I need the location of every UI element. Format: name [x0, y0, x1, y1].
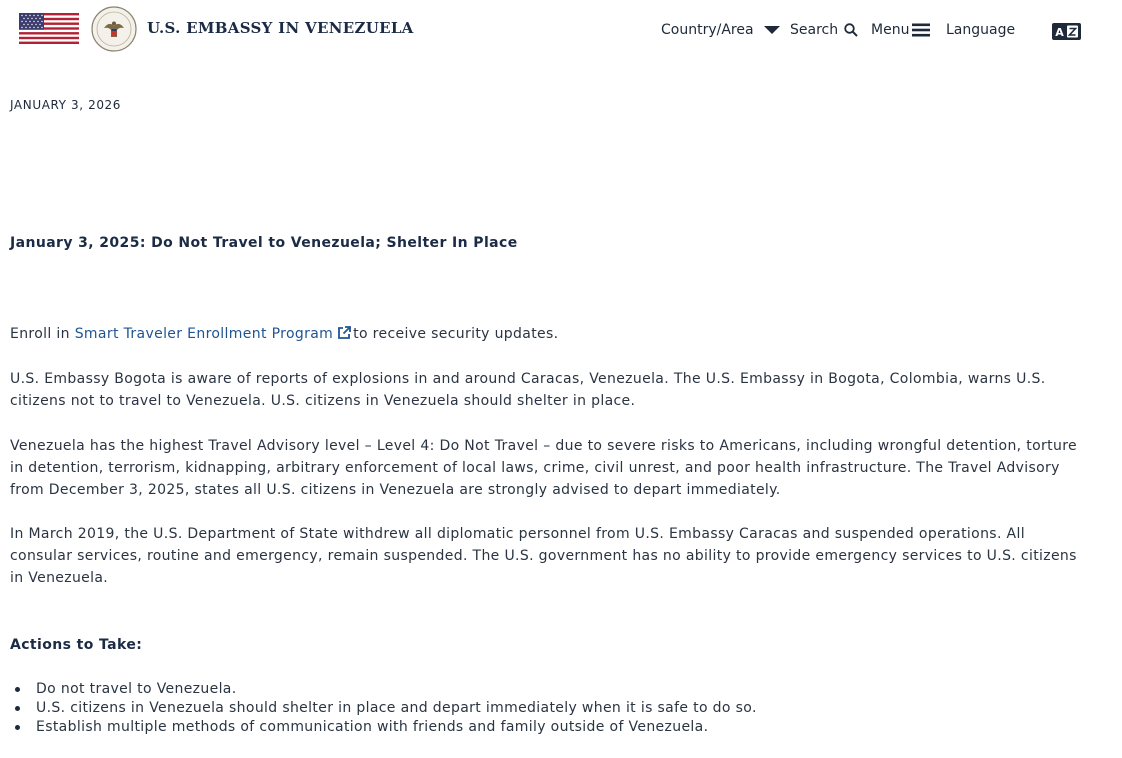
- search-button[interactable]: [790, 22, 858, 38]
- external-link-icon: [337, 326, 351, 340]
- language-button[interactable]: [946, 22, 1015, 38]
- article-headline: January 3, 2025: Do Not Travel to Venezuela; Shelter In Place: [10, 235, 518, 251]
- site-title[interactable]: U.S. EMBASSY IN VENEZUELA: [147, 19, 414, 37]
- language-label: Language: [946, 22, 1016, 38]
- action-text: Establish multiple methods of communication with friends and family outside of Venezuela.: [36, 719, 709, 735]
- svg-text:A: A: [1055, 26, 1064, 39]
- menu-button[interactable]: [871, 22, 930, 38]
- a-z-translate-icon[interactable]: [1052, 23, 1081, 40]
- list-item: [10, 680, 757, 699]
- smart-traveler-link-text: Smart Traveler Enrollment Program: [74, 326, 334, 342]
- article-date: JANUARY 3, 2026: [10, 98, 122, 112]
- enroll-prefix: Enroll in: [10, 326, 70, 342]
- actions-heading: Actions to Take:: [10, 637, 143, 653]
- enroll-suffix: to receive security updates.: [353, 326, 559, 342]
- body-paragraph: Venezuela has the highest Travel Advisory level – Level 4: Do Not Travel – due to severe risks to Americans, including wrongful detention, torture in detention, terrorism, kidnapping, arbitrary enforcement of local laws, crime, civil unrest, and poor health infrastructure. The Travel Advisory from December 3, 2025, states all U.S. citizens in Venezuela are strongly advised to depart immediately.: [10, 438, 1077, 498]
- menu-label: Menu: [871, 22, 910, 38]
- body-paragraph: U.S. Embassy Bogota is aware of reports of explosions in and around Caracas, Venezuela. The U.S. Embassy in Bogota, Colombia, warns U.S. citizens not to travel to Venezuela. U.S. citizens in Venezuela should shelter in place.: [10, 371, 1046, 409]
- search-icon: [844, 23, 858, 37]
- country-area-label: Country/Area: [661, 22, 754, 38]
- list-item: [10, 699, 757, 718]
- search-label: Search: [790, 22, 839, 38]
- smart-traveler-link[interactable]: [75, 326, 353, 342]
- hamburger-menu-icon: [912, 23, 930, 37]
- country-area-dropdown[interactable]: [661, 22, 780, 38]
- actions-list: [10, 680, 757, 737]
- department-of-state-seal-icon[interactable]: [91, 6, 137, 52]
- bullet-icon: [15, 687, 20, 692]
- action-text: Do not travel to Venezuela.: [36, 681, 237, 697]
- caret-down-icon: [764, 25, 780, 35]
- bullet-icon: [15, 725, 20, 730]
- action-text: U.S. citizens in Venezuela should shelter in place and depart immediately when it is safe to do so.: [36, 700, 757, 716]
- body-paragraph: In March 2019, the U.S. Department of State withdrew all diplomatic personnel from U.S. Embassy Caracas and suspended operations. All consular services, routine and emergency, remain suspended. The U.S. government has no ability to provide emergency services to U.S. citizens in Venezuela.: [10, 526, 1077, 586]
- list-item: [10, 718, 757, 737]
- site-header: [0, 0, 1122, 62]
- bullet-icon: [15, 706, 20, 711]
- enroll-paragraph: [10, 323, 1090, 345]
- us-flag-icon[interactable]: [19, 13, 79, 44]
